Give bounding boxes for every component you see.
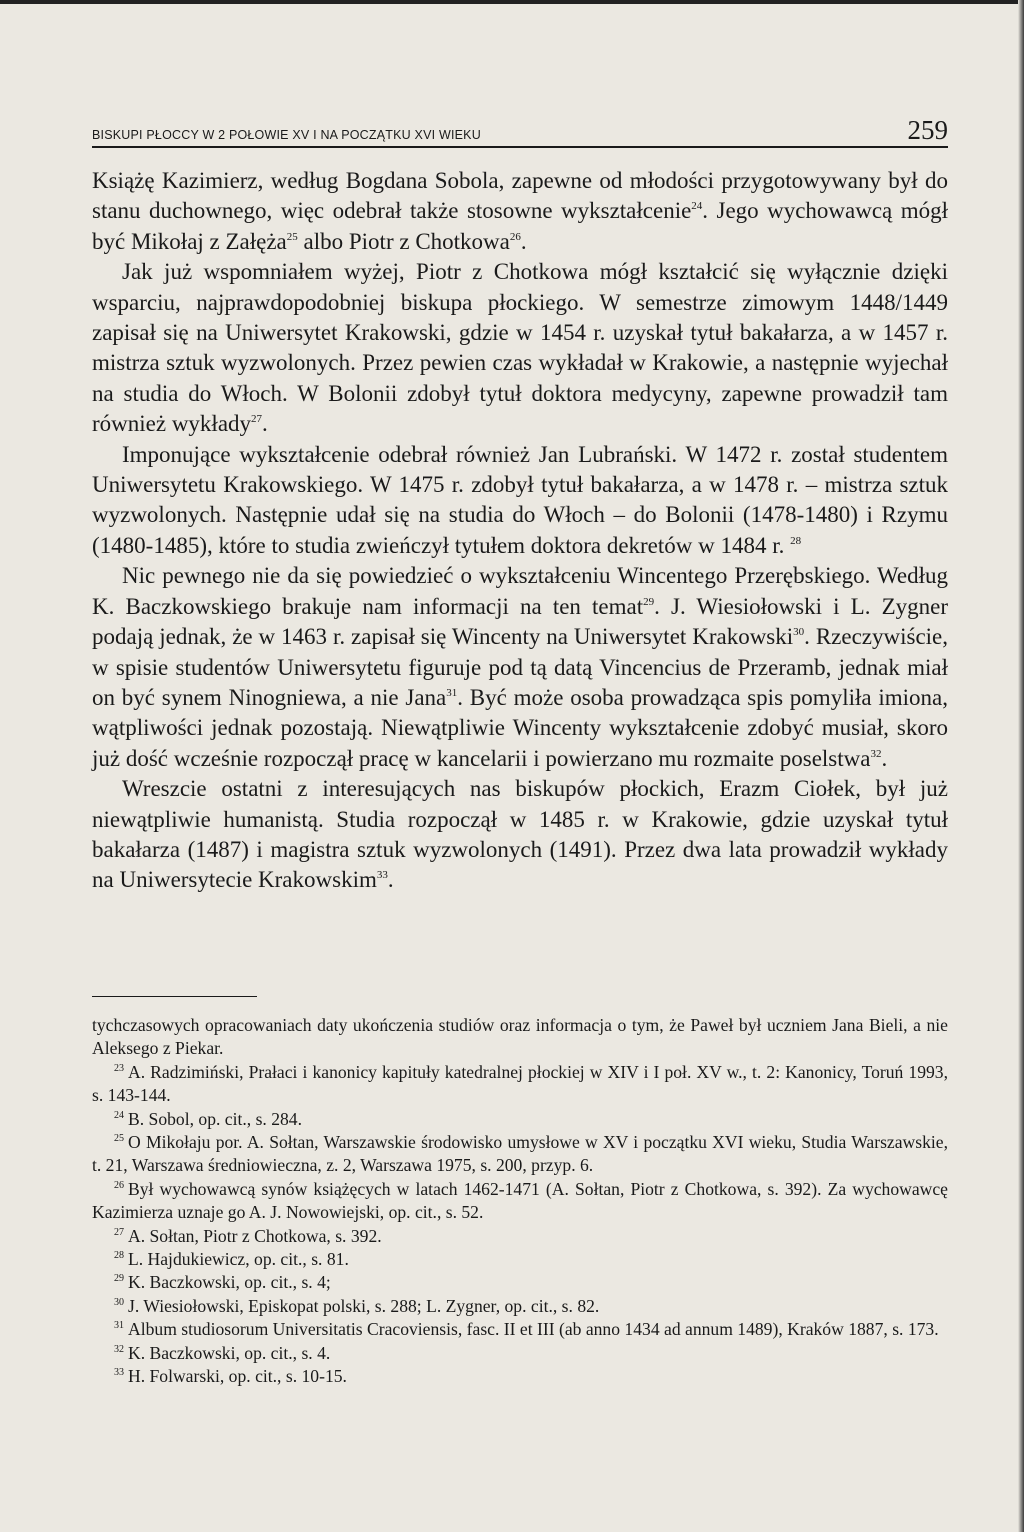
footnote-ref: 33: [376, 869, 388, 882]
paragraph-1: Książę Kazimierz, według Bogdana Sobola, zapewne od młodości przygotowywany był do stanu duchownego, więc odebrał także stosowne wykształcenie$^{24}$. Jego wychowawcą mógł być Mikołaj z Załęża$^{25}$ albo Piotr z Chotkowa$^{26}$.: [92, 168, 948, 254]
footnote-ref: 26: [509, 230, 521, 243]
paragraph-4: Nic pewnego nie da się powiedzieć o wykształceniu Wincentego Przerębskiego. Według K. Baczkowskiego brakuje nam informacji na ten temat$^{29}$. J. Wiesiołowski i L. Zygner podają jednak, że w 1463 r. zapisał się Wincenty na Uniwersytet Krakowski$^{30}$. Rzeczywiście, w spisie studentów Uniwersytetu figuruje pod tą datą Vincencius de Przeramb, jednak miał on być synem Ninogniewa, a nie Jana$^{31}$. Być może osoba prowadząca spis pomyliła imiona, wątpliwości jednak pozostają. Niewątpliwie Wincenty wykształcenie zdobyć musiał, skoro już dość wcześnie rozpoczął pracę w kancelarii i powierzano mu rozmaite poselstwa$^{32}$.: [92, 563, 949, 771]
footnote: $^{28}$ L. Hajdukiewicz, op. cit., s. 81.: [114, 1249, 349, 1270]
footnote-ref: 25: [286, 230, 298, 243]
footnote-ref: 31: [446, 686, 458, 699]
footnote-ref: 29: [643, 595, 655, 608]
footnote-separator: [92, 996, 257, 997]
paragraph-3: Imponujące wykształcenie odebrał również Jan Lubrański. W 1472 r. został studentem Uniwersytetu Krakowskiego. W 1475 r. zdobył tytuł bakałarza, a w 1478 r. – mistrza sztuk wyzwolonych. Następnie udał się na studia do Włoch – do Bolonii (1478-1480) i Rzymu (1480-1485), które to studia zwieńczył tytułem doktora dekretów w 1484 r. $^{28}$: [92, 441, 948, 558]
footnote: $^{26}$ Był wychowawcą synów książęcych w latach 1462-1471 (A. Sołtan, Piotr z Chotkowa, s. 392). Za wychowawcę Kazimierza uznaje go A. J. Nowowiejski, op. cit., s. 52.: [92, 1178, 948, 1223]
footnote-continuation: tychczasowych opracowaniach daty ukończenia studiów oraz informacja o tym, że Paweł był uczniem Jana Bieli, a nie Aleksego z Piekar.: [92, 1015, 948, 1059]
footnote-ref: 32: [870, 747, 882, 760]
footnote: $^{27}$ A. Sołtan, Piotr z Chotkowa, s. 392.: [114, 1225, 382, 1246]
footnote-ref: 27: [251, 413, 263, 426]
footnote-ref: 24: [691, 200, 703, 213]
page-number: 259: [907, 115, 948, 145]
running-title: BISKUPI PŁOCCY W 2 POŁOWIE XV I NA POCZĄTKU XVI WIEKU: [92, 128, 481, 142]
footnote: $^{30}$ J. Wiesiołowski, Episkopat polski, s. 288; L. Zygner, op. cit., s. 82.: [114, 1295, 600, 1316]
main-text: [92, 166, 948, 896]
footnote: $^{32}$ K. Baczkowski, op. cit., s. 4.: [114, 1342, 331, 1363]
footnote: $^{29}$ K. Baczkowski, op. cit., s. 4;: [114, 1272, 331, 1293]
paragraph-5: Wreszcie ostatni z interesujących nas biskupów płockich, Erazm Ciołek, był już niewątpliwie humanistą. Studia rozpoczął w 1485 r. w Krakowie, gdzie uzyskał tytuł bakałarza (1487) i magistra sztuk wyzwolonych (1491). Przez dwa lata prowadził wykłady na Uniwersytecie Krakowskim$^{33}$.: [92, 776, 948, 893]
footnote: $^{33}$ H. Folwarski, op. cit., s. 10-15.: [114, 1366, 347, 1387]
paragraph-2: Jak już wspomniałem wyżej, Piotr z Chotkowa mógł kształcić się wyłącznie dzięki wsparciu, najprawdopodobniej biskupa płockiego. W semestrze zimowym 1448/1449 zapisał się na Uniwersytet Krakowski, gdzie w 1454 r. uzyskał tytuł bakałarza, a w 1457 r. mistrza sztuk wyzwolonych. Przez pewien czas wykładał w Krakowie, a następnie wyjechał na studia do Włoch. W Bolonii zdobył tytuł doktora medycyny, zapewne prowadził tam również wykłady$^{27}$.: [92, 259, 948, 437]
footnotes: [92, 1014, 948, 1389]
footnote: $^{31}$ Album studiosorum Universitatis Cracoviensis, fasc. II et III (ab anno 1434 ad annum 1489), Kraków 1887, s. 173.: [114, 1319, 939, 1340]
page-header: [92, 116, 948, 148]
footnote: $^{24}$ B. Sobol, op. cit., s. 284.: [114, 1108, 302, 1129]
footnote-ref: 30: [793, 626, 805, 639]
footnote: $^{25}$ O Mikołaju por. A. Sołtan, Warszawskie środowisko umysłowe w XV i początku XVI wieku, Studia Warszawskie, t. 21, Warszawa średniowieczna, z. 2, Warszawa 1975, s. 200, przyp. 6.: [92, 1132, 948, 1176]
footnote-ref: 28: [790, 534, 802, 547]
footnote: $^{23}$ A. Radzimiński, Prałaci i kanonicy kapituły katedralnej płockiej w XIV i I poł. XV w., t. 2: Kanonicy, Toruń 1993, s. 143-144.: [92, 1061, 948, 1106]
